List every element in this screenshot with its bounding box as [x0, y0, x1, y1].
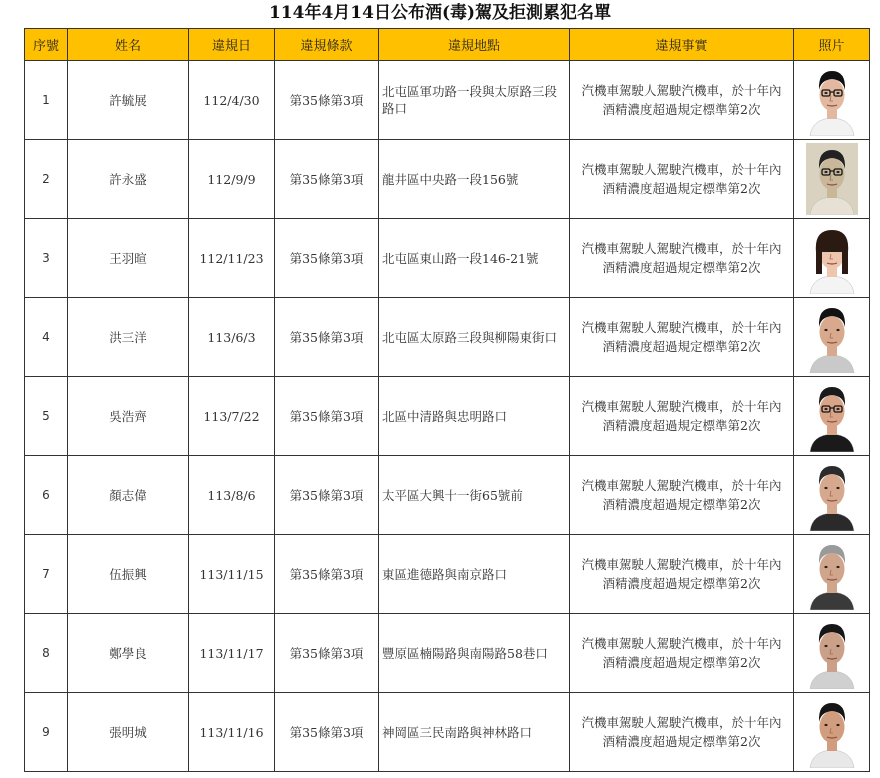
table-row [25, 140, 870, 219]
violation-fact-line1: 汽機車駕駛人駕駛汽機車，於十年內 [581, 83, 782, 98]
header-date: 違規日 [189, 29, 275, 61]
row-number: 7 [25, 535, 68, 614]
header-location: 違規地點 [379, 29, 570, 61]
violation-article: 第35條第3項 [275, 61, 379, 140]
violation-article: 第35條第3項 [275, 298, 379, 377]
violation-fact-line2: 酒精濃度超過規定標準第2次 [602, 497, 761, 512]
violation-date: 113/8/6 [189, 456, 275, 535]
offender-photo [806, 696, 858, 768]
violation-fact-line2: 酒精濃度超過規定標準第2次 [602, 102, 761, 117]
violation-fact [570, 140, 794, 219]
offender-photo [806, 459, 858, 531]
violation-date: 113/6/3 [189, 298, 275, 377]
row-number: 2 [25, 140, 68, 219]
table-row [25, 298, 870, 377]
offender-photo [806, 222, 858, 294]
violation-date: 113/11/16 [189, 693, 275, 772]
offender-name: 吳浩齊 [68, 377, 189, 456]
violation-fact [570, 614, 794, 693]
row-number: 3 [25, 219, 68, 298]
header-name: 姓名 [68, 29, 189, 61]
offender-photo [806, 380, 858, 452]
violation-date: 113/11/17 [189, 614, 275, 693]
violation-fact-line1: 汽機車駕駛人駕駛汽機車，於十年內 [581, 478, 782, 493]
violation-date: 112/9/9 [189, 140, 275, 219]
violation-article: 第35條第3項 [275, 693, 379, 772]
violation-fact-line2: 酒精濃度超過規定標準第2次 [602, 655, 761, 670]
table-row [25, 456, 870, 535]
offender-name: 許永盛 [68, 140, 189, 219]
offender-name: 洪三洋 [68, 298, 189, 377]
table-row [25, 535, 870, 614]
violation-fact-line2: 酒精濃度超過規定標準第2次 [602, 339, 761, 354]
violation-fact-line1: 汽機車駕駛人駕駛汽機車，於十年內 [581, 399, 782, 414]
photo-cell [794, 377, 870, 456]
violation-fact-line2: 酒精濃度超過規定標準第2次 [602, 576, 761, 591]
table-row [25, 377, 870, 456]
violation-location: 龍井區中央路一段156號 [379, 140, 570, 219]
header-no: 序號 [25, 29, 68, 61]
violation-location: 神岡區三民南路與神林路口 [379, 693, 570, 772]
row-number: 6 [25, 456, 68, 535]
violation-fact-line2: 酒精濃度超過規定標準第2次 [602, 418, 761, 433]
offender-name: 鄭學良 [68, 614, 189, 693]
violation-fact [570, 61, 794, 140]
violation-article: 第35條第3項 [275, 377, 379, 456]
photo-cell [794, 298, 870, 377]
violation-date: 113/7/22 [189, 377, 275, 456]
violation-fact [570, 219, 794, 298]
violation-fact-line1: 汽機車駕駛人駕駛汽機車，於十年內 [581, 320, 782, 335]
violation-fact-line1: 汽機車駕駛人駕駛汽機車，於十年內 [581, 715, 782, 730]
row-number: 4 [25, 298, 68, 377]
table-row [25, 219, 870, 298]
offender-name: 顏志偉 [68, 456, 189, 535]
violation-location: 北屯區軍功路一段與太原路三段路口 [379, 61, 570, 140]
row-number: 1 [25, 61, 68, 140]
row-number: 8 [25, 614, 68, 693]
violation-article: 第35條第3項 [275, 456, 379, 535]
photo-cell [794, 219, 870, 298]
photo-cell [794, 535, 870, 614]
violation-location: 北屯區東山路一段146-21號 [379, 219, 570, 298]
photo-cell [794, 456, 870, 535]
photo-cell [794, 614, 870, 693]
offender-name: 許毓展 [68, 61, 189, 140]
violation-article: 第35條第3項 [275, 614, 379, 693]
violation-fact [570, 377, 794, 456]
header-photo: 照片 [794, 29, 870, 61]
table-row [25, 693, 870, 772]
violation-fact-line1: 汽機車駕駛人駕駛汽機車，於十年內 [581, 636, 782, 651]
offender-photo [806, 301, 858, 373]
violation-location: 豐原區楠陽路與南陽路58巷口 [379, 614, 570, 693]
violation-fact-line2: 酒精濃度超過規定標準第2次 [602, 260, 761, 275]
offender-photo [806, 538, 858, 610]
violation-article: 第35條第3項 [275, 219, 379, 298]
violation-fact [570, 535, 794, 614]
violation-fact-line2: 酒精濃度超過規定標準第2次 [602, 734, 761, 749]
violation-fact-line1: 汽機車駕駛人駕駛汽機車，於十年內 [581, 162, 782, 177]
violation-fact-line1: 汽機車駕駛人駕駛汽機車，於十年內 [581, 241, 782, 256]
violation-location: 太平區大興十一街65號前 [379, 456, 570, 535]
photo-cell [794, 693, 870, 772]
offender-name: 王羽暄 [68, 219, 189, 298]
header-article: 違規條款 [275, 29, 379, 61]
violation-fact [570, 693, 794, 772]
violation-article: 第35條第3項 [275, 535, 379, 614]
violation-fact-line1: 汽機車駕駛人駕駛汽機車，於十年內 [581, 557, 782, 572]
photo-cell [794, 61, 870, 140]
violation-date: 112/11/23 [189, 219, 275, 298]
header-fact: 違規事實 [570, 29, 794, 61]
offender-name: 張明城 [68, 693, 189, 772]
violation-location: 北區中清路與忠明路口 [379, 377, 570, 456]
table-row [25, 61, 870, 140]
table-row [25, 614, 870, 693]
violation-date: 112/4/30 [189, 61, 275, 140]
violation-location: 東區進德路與南京路口 [379, 535, 570, 614]
violation-fact-line2: 酒精濃度超過規定標準第2次 [602, 181, 761, 196]
offender-photo [806, 143, 858, 215]
offender-table [24, 28, 870, 772]
offender-photo [806, 64, 858, 136]
violation-fact [570, 456, 794, 535]
offender-photo [806, 617, 858, 689]
row-number: 9 [25, 693, 68, 772]
violation-location: 北屯區太原路三段與柳陽東街口 [379, 298, 570, 377]
offender-name: 伍振興 [68, 535, 189, 614]
violation-fact [570, 298, 794, 377]
page-title: 114年4月14日公布酒(毒)駕及拒測累犯名單 [268, 3, 612, 23]
table-header-row [25, 29, 870, 61]
violation-date: 113/11/15 [189, 535, 275, 614]
photo-cell [794, 140, 870, 219]
row-number: 5 [25, 377, 68, 456]
violation-article: 第35條第3項 [275, 140, 379, 219]
